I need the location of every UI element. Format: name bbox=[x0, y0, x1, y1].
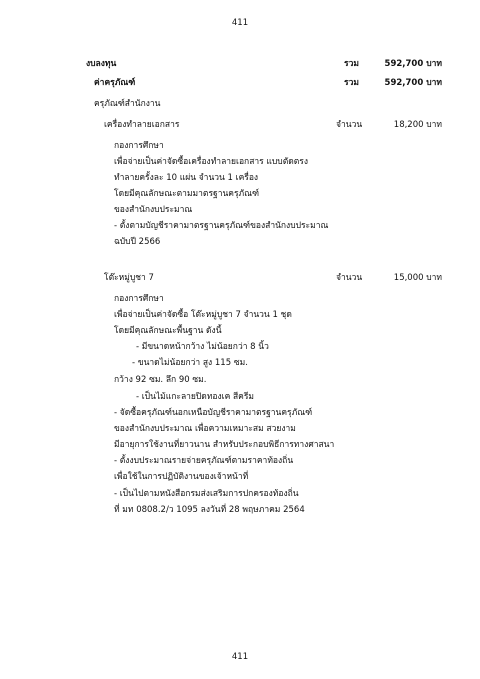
item-desc-line: ฉบับปี 2566 bbox=[114, 237, 161, 247]
item-qty-label: จำนวน bbox=[336, 120, 363, 130]
item-desc-line: ของสำนักงบประมาณ bbox=[114, 205, 193, 215]
item-desc-line: - จัดซื้อครุภัณฑ์นอกเหนือบัญชีราคามาตรฐานครุภัณฑ์ bbox=[114, 408, 313, 418]
item-desc-line: กองการศึกษา bbox=[114, 294, 164, 304]
item-desc-line: - เป็นไปตามหนังสือกรมส่งเสริมการปกครองท้องถิ่น bbox=[114, 489, 299, 499]
item-desc-line: กองการศึกษา bbox=[114, 141, 164, 151]
equipment-total-value: 592,700 บาท bbox=[384, 78, 442, 88]
item-desc-line: ที่ มท 0808.2/ว 1095 ลงวันที่ 28 พฤษภาคม 2564 bbox=[114, 505, 305, 515]
item-desc-line: เพื่อจ่ายเป็นค่าจัดซื้อเครื่องทำลายเอกสาร แบบตัดตรง bbox=[114, 157, 308, 167]
item-desc-line: - ตั้งงบประมาณรายจ่ายครุภัณฑ์ตามราคาท้องถิ่น bbox=[114, 456, 294, 466]
item-desc-line: - ตั้งตามบัญชีราคามาตรฐานครุภัณฑ์ของสำนักงบประมาณ bbox=[114, 221, 329, 231]
item-desc-line: กว้าง 92 ซม. ลึก 90 ซม. bbox=[114, 375, 207, 385]
item-desc-line: ทำลายครั้งละ 10 แผ่น จำนวน 1 เครื่อง bbox=[114, 173, 259, 183]
item-name: โต๊ะหมู่บูชา 7 bbox=[104, 273, 154, 283]
item-amount: 15,000 บาท bbox=[393, 273, 442, 283]
item-desc-line: - มีขนาดหน้ากว้าง ไม่น้อยกว่า 8 นิ้ว bbox=[136, 342, 269, 352]
item-name: เครื่องทำลายเอกสาร bbox=[104, 120, 180, 130]
item-qty-label: จำนวน bbox=[336, 273, 363, 283]
page-number-bottom: 411 bbox=[231, 652, 249, 662]
budget-total-value: 592,700 บาท bbox=[384, 59, 442, 69]
item-desc-line: โดยมีคุณลักษณะตามมาตรฐานครุภัณฑ์ bbox=[114, 189, 260, 199]
item-desc-line: เพื่อใช้ในการปฏิบัติงานของเจ้าหน้าที่ bbox=[114, 472, 249, 482]
item-desc-line: - ขนาดไม่น้อยกว่า สูง 115 ซม. bbox=[132, 358, 248, 368]
budget-total-label: รวม bbox=[344, 59, 359, 69]
equipment-total-label: รวม bbox=[344, 78, 359, 88]
item-desc-line: โดยมีคุณลักษณะพื้นฐาน ดังนี้ bbox=[114, 326, 222, 336]
item-desc-line: ของสำนักงบประมาณ เพื่อความเหมาะสม สวยงาม bbox=[114, 424, 296, 434]
budget-label: งบลงทุน bbox=[86, 59, 117, 69]
item-desc-line: มีอายุการใช้งานที่ยาวนาน สำหรับประกอบพิธีการทางศาสนา bbox=[114, 440, 335, 450]
item-desc-line: - เป็นไม้แกะลายปิดทองเค สีครีม bbox=[136, 392, 255, 402]
page-number-top: 411 bbox=[231, 18, 249, 28]
category-label: ครุภัณฑ์สำนักงาน bbox=[94, 99, 161, 109]
item-desc-line: เพื่อจ่ายเป็นค่าจัดซื้อ โต๊ะหมู่บูชา 7 จำนวน 1 ชุด bbox=[114, 310, 292, 320]
item-amount: 18,200 บาท bbox=[393, 120, 442, 130]
equipment-label: ค่าครุภัณฑ์ bbox=[94, 78, 136, 88]
